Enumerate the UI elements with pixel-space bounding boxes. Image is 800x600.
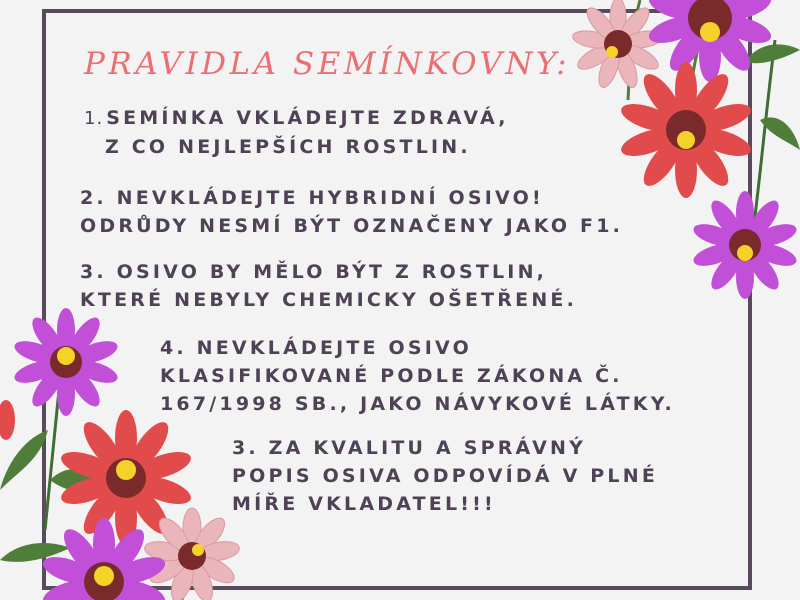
rule-1-number: 1. <box>84 108 104 129</box>
rule-5 <box>232 434 658 518</box>
rule-2-line-2: ODRŮDY NESMÍ BÝT OZNAČENY JAKO F1. <box>80 215 624 237</box>
rule-2 <box>80 184 623 240</box>
rule-2-line-1: 2. NEVKLÁDEJTE HYBRIDNÍ OSIVO! <box>80 187 544 209</box>
rule-1 <box>84 104 509 161</box>
rule-3 <box>80 258 577 314</box>
rule-5-line-3: MÍŘE VKLADATEL!!! <box>232 493 496 515</box>
rule-3-line-2: KTERÉ NEBYLY CHEMICKY OŠETŘENÉ. <box>80 289 578 311</box>
red-flower-left-edge <box>0 400 15 440</box>
rule-4-line-3: 167/1998 SB., JAKO NÁVYKOVÉ LÁTKY. <box>160 393 675 415</box>
rule-1-line-2: Z CO NEJLEPŠÍCH ROSTLIN. <box>105 136 471 158</box>
rule-5-line-2: POPIS OSIVA ODPOVÍDÁ V PLNÉ <box>232 465 658 487</box>
rule-5-line-1: 3. ZA KVALITU A SPRÁVNÝ <box>232 437 587 459</box>
rule-4 <box>160 334 675 418</box>
rule-4-line-1: 4. NEVKLÁDEJTE OSIVO <box>160 337 472 359</box>
rule-3-line-1: 3. OSIVO BY MĚLO BÝT Z ROSTLIN, <box>80 261 548 283</box>
page-title: PRAVIDLA SEMÍNKOVNY: <box>84 46 571 82</box>
rule-1-line-1: 1. SEMÍNKA VKLÁDEJTE ZDRAVÁ, <box>84 107 509 129</box>
rule-4-line-2: KLASIFIKOVANÉ PODLE ZÁKONA Č. <box>160 365 623 387</box>
